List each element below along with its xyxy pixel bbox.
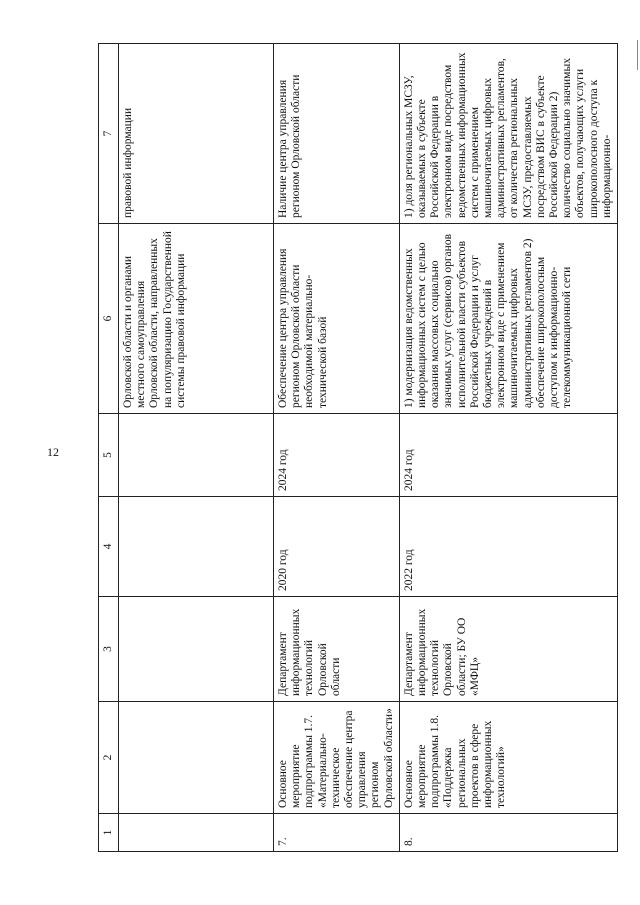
table-row: [273, 44, 399, 852]
table-row: [399, 44, 617, 852]
executor: [119, 597, 274, 702]
indicator: 1) доля региональных МСЗУ, оказываемых в субъекте Российской Федерации в электронном виде посредством ведомственных информационных систем с применением машиночитаемых цифровых административных регламентов, от количества региональных МСЗУ, предоставляемых посредством ВИС в субъекте Российской Федерации 2) количество социально значимых объектов, получающих услуги широкополосного доступа к информационно-: [399, 44, 617, 224]
scan-edge-mark: [637, 40, 638, 70]
header-cell: 5: [99, 414, 119, 497]
expected-result: 1) модернизация ведомственных информационных систем с целью оказания массовых социально значимых услуг (сервисов) органов исполнительной власти субъектов Российской Федерации и услуг бюджетных учреждений в электронном виде с применением машиночитаемых цифровых административных регламентов 2) обеспечение широкополосным доступом к информационно-телекоммуникационной сети: [399, 224, 617, 414]
end-year: [119, 414, 274, 497]
row-number: 7.: [273, 814, 399, 852]
header-cell: 4: [99, 497, 119, 597]
start-year: 2020 год: [273, 497, 399, 597]
start-year: [119, 497, 274, 597]
page-number: 12: [47, 445, 59, 459]
row-number: [119, 814, 274, 852]
program-measures-table: [98, 43, 618, 852]
row-number: 8.: [399, 814, 617, 852]
table-header-row: [99, 44, 119, 852]
header-cell: 1: [99, 814, 119, 852]
header-cell: 2: [99, 702, 119, 814]
expected-result: Орловской области и органами местного самоуправления Орловской области, направленных на популяризацию Государственной системы правовой информации: [119, 224, 274, 414]
measure-name: Основное мероприятие подпрограммы 1.7. «Материально-техническое обеспечение центра управления регионом Орловской области»: [273, 702, 399, 814]
start-year: 2022 год: [399, 497, 617, 597]
indicator: правовой информации: [119, 44, 274, 224]
measure-name: [119, 702, 274, 814]
end-year: 2024 год: [273, 414, 399, 497]
indicator: Наличие центра управления регионом Орловской области: [273, 44, 399, 224]
expected-result: Обеспечение центра управления регионом Орловской области необходимой материально-технической базой: [273, 224, 399, 414]
header-cell: 7: [99, 44, 119, 224]
executor: Департамент информационных технологий Орловской области: [273, 597, 399, 702]
rotated-table-container: [98, 44, 618, 852]
header-cell: 3: [99, 597, 119, 702]
header-cell: 6: [99, 224, 119, 414]
end-year: 2024 год: [399, 414, 617, 497]
executor: Департамент информационных технологий Орловской области; БУ ОО «МФЦ»: [399, 597, 617, 702]
table-row: [119, 44, 274, 852]
measure-name: Основное мероприятие подпрограммы 1.8. «Поддержка региональных проектов в сфере информационных технологий»: [399, 702, 617, 814]
